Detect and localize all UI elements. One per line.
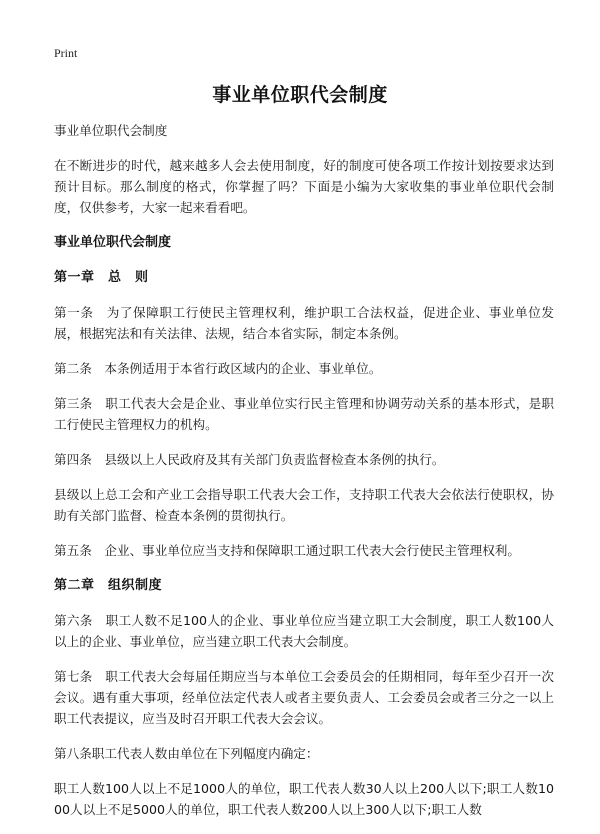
article-5: 第五条 企业、事业单位应当支持和保障职工通过职工代表大会行使民主管理权利。 <box>54 543 520 558</box>
article-8-detail: 职工人数100人以上不足1000人的单位，职工代表人数30人以上200人以下;职工人数1000人以上不足5000人的单位，职工代表人数200人以上300人以下;职工人数 <box>54 781 554 817</box>
section-heading: 事业单位职代会制度 <box>54 235 172 250</box>
chapter-1-heading: 第一章 总 则 <box>54 270 149 285</box>
intro-paragraph: 在不断进步的时代，越来越多人会去使用制度，好的制度可使各项工作按计划按要求达到预计目标。那么制度的格式，你掌握了吗？下面是小编为大家收集的事业单位职代会制度，仅供参考，大家一起来看看吧。 <box>54 158 554 215</box>
document-body <box>54 120 554 834</box>
article-4-continued: 县级以上总工会和产业工会指导职工代表大会工作，支持职工代表大会依法行使职权，协助有关部门监督、检查本条例的贯彻执行。 <box>54 487 554 523</box>
article-1: 第一条 为了保障职工行使民主管理权利，维护职工合法权益，促进企业、事业单位发展，根据宪法和有关法律、法规，结合本省实际，制定本条例。 <box>54 305 554 341</box>
article-4: 第四条 县级以上人民政府及其有关部门负责监督检查本条例的执行。 <box>54 452 445 467</box>
document-title: 事业单位职代会制度 <box>212 84 388 106</box>
print-label[interactable]: Print <box>54 46 78 60</box>
article-3: 第三条 职工代表大会是企业、事业单位实行民主管理和协调劳动关系的基本形式，是职工行使民主管理权力的机构。 <box>54 396 554 432</box>
article-2: 第二条 本条例适用于本省行政区域内的企业、事业单位。 <box>54 361 382 376</box>
article-6: 第六条 职工人数不足100人的企业、事业单位应当建立职工大会制度，职工人数100人以上的企业、事业单位，应当建立职工代表大会制度。 <box>54 613 554 649</box>
article-8: 第八条职工代表人数由单位在下列幅度内确定： <box>54 746 319 761</box>
chapter-2-heading: 第二章 组织制度 <box>54 578 163 593</box>
article-7: 第七条 职工代表大会每届任期应当与本单位工会委员会的任期相同，每年至少召开一次会议。遇有重大事项，经单位法定代表人或者主要负责人、工会委员会或者三分之一以上职工代表提议，应当及时召开职工代表大会会议。 <box>54 669 554 726</box>
document-subtitle: 事业单位职代会制度 <box>54 123 168 138</box>
